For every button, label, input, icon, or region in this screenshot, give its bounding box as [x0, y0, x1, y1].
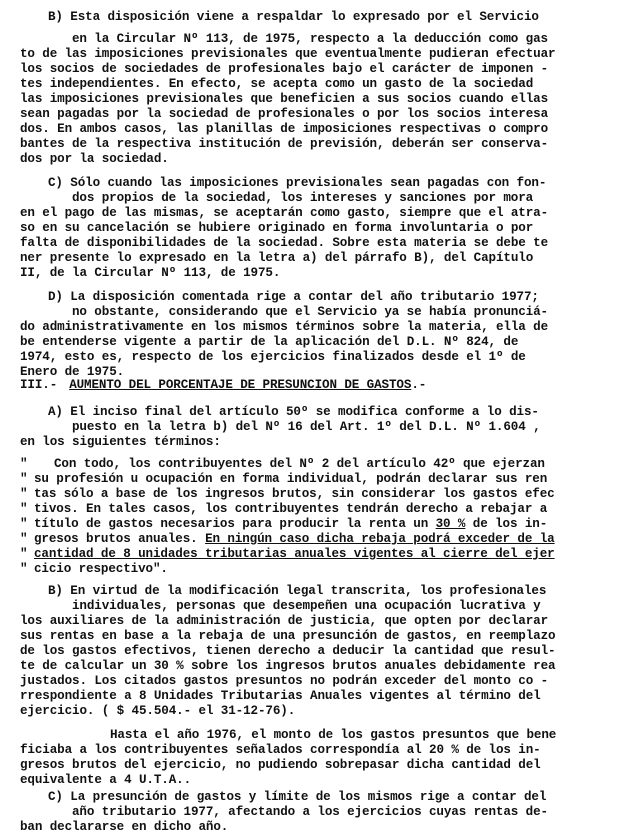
paragraph-c-line: en el pago de las mismas, se aceptarán como gasto, siempre que el atra-	[20, 206, 549, 220]
quote-mark: "	[20, 517, 28, 531]
paragraph-b3-line: justados. Los citados gastos presuntos no podrán exceder del monto co -	[20, 674, 549, 688]
paragraph-b-line: las imposiciones previsionales que beneficien a sus socios cuando ellas	[20, 92, 549, 106]
paragraph-a-line: puesto en la letra b) del Nº 16 del Art. 1º del D.L. Nº 1.604 ,	[72, 420, 541, 434]
paragraph-hasta-line: ficiaba a los contribuyentes señalados correspondía al 20 % de los in-	[20, 743, 541, 757]
paragraph-c-line: falta de disponibilidades de la sociedad. Sobre esta materia se debe te	[20, 236, 549, 250]
quote-mark: "	[20, 502, 28, 516]
quote-mark: "	[20, 562, 28, 576]
paragraph-b-line: sean pagadas por la sociedad de profesionales o por los socios interesa	[20, 107, 549, 121]
paragraph-b-line: los socios de sociedades de profesionales bajo el carácter de imponen -	[20, 62, 549, 76]
quote-mark: "	[20, 487, 28, 501]
quote-mark: "	[20, 457, 28, 471]
quote-line: título de gastos necesarios para producir la renta un 30 % de los in-	[34, 517, 548, 531]
paragraph-b-line: B) Esta disposición viene a respaldar lo expresado por el Servicio	[48, 10, 539, 24]
underlined-clause: En ningún caso dicha rebaja podrá exceder de la	[205, 532, 555, 546]
paragraph-c-line: so en su cancelación se hubiere originado en forma involuntaria o por	[20, 221, 534, 235]
paragraph-d-line: Enero de 1975.	[20, 365, 125, 379]
paragraph-c3-line: ban declararse en dicho año.	[20, 820, 229, 834]
paragraph-d-line: be entenderse vigente a partir de la aplicación del D.L. Nº 824, de	[20, 335, 519, 349]
paragraph-b-line: to de las imposiciones previsionales que eventualmente pudieran efectuar	[20, 47, 556, 61]
paragraph-b3-line: ejercicio. ( $ 45.504.- el 31-12-76).	[20, 704, 296, 718]
paragraph-d-line: 1974, esto es, respecto de los ejercicios finalizados desde el 1º de	[20, 350, 526, 364]
paragraph-c3-line: año tributario 1977, afectando a los ejercicios cuyas rentas de-	[72, 805, 548, 819]
paragraph-b-line: en la Circular Nº 113, de 1975, respecto a la deducción como gas	[72, 32, 548, 46]
section-number: III.-	[20, 378, 58, 392]
paragraph-b3-line: de los gastos efectivos, tienen derecho a deducir la cantidad que resul-	[20, 644, 556, 658]
paragraph-c3-line: C) La presunción de gastos y límite de los mismos rige a contar del	[48, 790, 547, 804]
paragraph-d-line: do administrativamente en los mismos términos sobre la materia, ella de	[20, 320, 549, 334]
quote-line: tas sólo a base de los ingresos brutos, sin considerar los gastos efec	[34, 487, 555, 501]
paragraph-d-line: D) La disposición comentada rige a contar del año tributario 1977;	[48, 290, 539, 304]
paragraph-a-line: A) El inciso final del artículo 50º se modifica conforme a lo dis-	[48, 405, 539, 419]
paragraph-hasta-line: Hasta el año 1976, el monto de los gastos presuntos que bene	[110, 728, 557, 742]
paragraph-c-line: II, de la Circular Nº 113, de 1975.	[20, 266, 281, 280]
section-title-tail: .-	[411, 378, 427, 392]
paragraph-b3-line: individuales, personas que desempeñen una ocupación lucrativa y	[72, 599, 541, 613]
quote-line: tivos. En tales casos, los contribuyentes tendrán derecho a rebajar a	[34, 502, 548, 516]
paragraph-c-line: C) Sólo cuando las imposiciones previsionales sean pagadas con fon-	[48, 176, 547, 190]
percent-underlined: 30 %	[435, 517, 466, 531]
paragraph-b3-line: sus rentas en base a la rebaja de una presunción de gastos, en reemplazo	[20, 629, 556, 643]
paragraph-b3-line: te de calcular un 30 % sobre los ingresos brutos anuales debidamente rea	[20, 659, 556, 673]
paragraph-c-line: ner presente lo expresado en la letra a) del párrafo B), del Capítulo	[20, 251, 534, 265]
paragraph-b-line: bantes de la respectiva institución de previsión, deberán ser conserva-	[20, 137, 549, 151]
paragraph-hasta-line: equivalente a 4 U.T.A..	[20, 773, 192, 787]
quote-mark: "	[20, 532, 28, 546]
quote-line: gresos brutos anuales. En ningún caso dicha rebaja podrá exceder de la	[34, 532, 555, 546]
section-title: AUMENTO DEL PORCENTAJE DE PRESUNCION DE GASTOS	[69, 378, 412, 392]
paragraph-b3-line: B) En virtud de la modificación legal transcrita, los profesionales	[48, 584, 547, 598]
paragraph-b3-line: los auxiliares de la administración de justicia, que opten por declarar	[20, 614, 549, 628]
paragraph-hasta-line: gresos brutos del ejercicio, no pudiendo sobrepasar dicha cantidad del	[20, 758, 541, 772]
quote-line: su profesión u ocupación en forma individual, podrán declarar sus ren	[34, 472, 548, 486]
paragraph-b-line: dos por la sociedad.	[20, 152, 169, 166]
paragraph-c-line: dos propios de la sociedad, los intereses y sanciones por mora	[72, 191, 534, 205]
paragraph-a-line: en los siguientes términos:	[20, 435, 221, 449]
quote-mark: "	[20, 472, 28, 486]
quote-line: cantidad de 8 unidades tributarias anuales vigentes al cierre del ejer	[34, 547, 555, 561]
quote-line: Con todo, los contribuyentes del Nº 2 del artículo 42º que ejerzan	[54, 457, 545, 471]
paragraph-b-line: tes independientes. En efecto, se acepta como un gasto de la sociedad	[20, 77, 534, 91]
section-heading	[20, 378, 426, 393]
quote-line: cicio respectivo".	[34, 562, 168, 576]
paragraph-d-line: no obstante, considerando que el Servicio ya se había pronunciá-	[72, 305, 548, 319]
quote-mark: "	[20, 547, 28, 561]
paragraph-b-line: dos. En ambos casos, las planillas de imposiciones respectivas o compro	[20, 122, 549, 136]
paragraph-b3-line: rrespondiente a 8 Unidades Tributarias Anuales vigentes al término del	[20, 689, 541, 703]
